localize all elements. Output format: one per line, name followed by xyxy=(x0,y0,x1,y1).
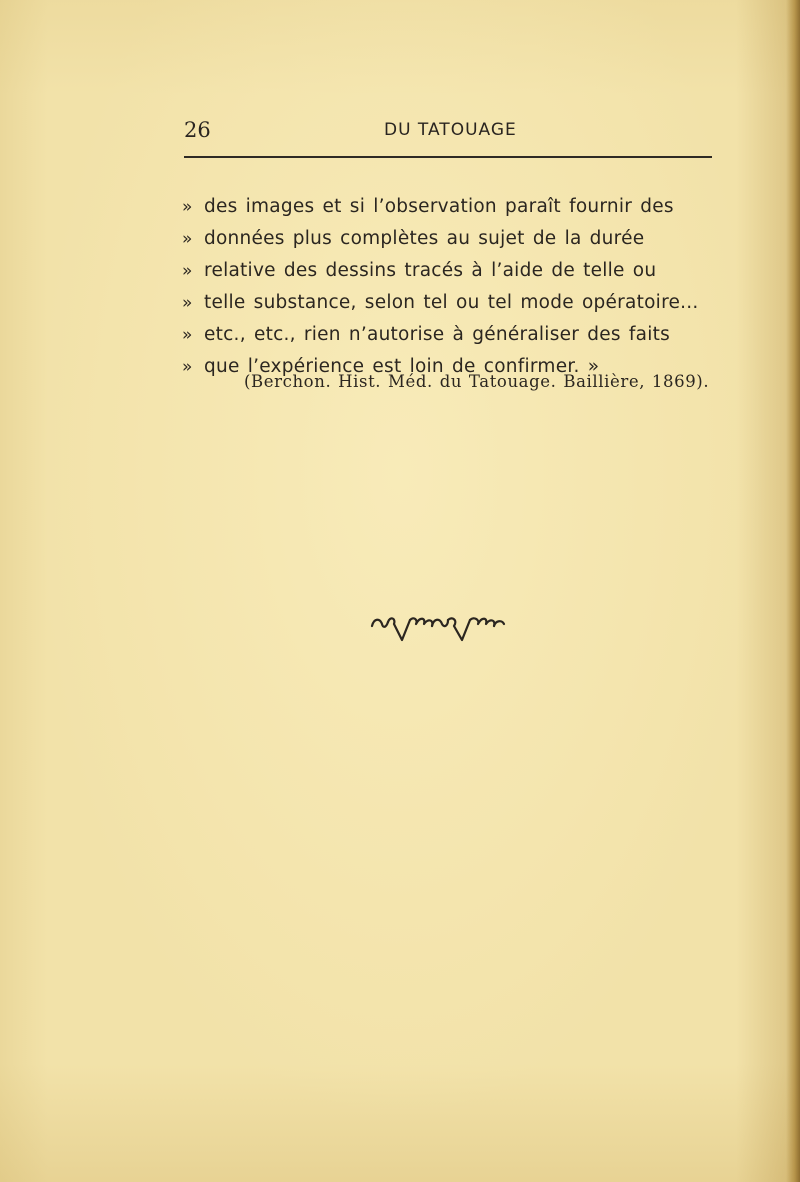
quote-line-text: relative des dessins tracés à l’aide de telle ou xyxy=(204,260,657,281)
page-number: 26 xyxy=(184,118,211,142)
running-title: DU TATOUAGE xyxy=(384,120,517,140)
quote-line-text: etc., etc., rien n’autorise à généraliser des faits xyxy=(204,324,670,345)
guillemet-mark: » xyxy=(182,229,193,249)
guillemet-mark: » xyxy=(182,293,193,313)
page-edge-shadow xyxy=(786,0,800,1182)
quote-line-text: telle substance, selon tel ou tel mode opératoire... xyxy=(204,292,699,313)
guillemet-mark: » xyxy=(182,357,193,377)
citation: (Berchon. Hist. Méd. du Tatouage. Baillière, 1869). xyxy=(244,372,710,391)
guillemet-mark: » xyxy=(182,325,193,345)
quote-line xyxy=(182,191,722,223)
page-header xyxy=(184,118,712,148)
quote-line-text: des images et si l’observation paraît fournir des xyxy=(204,196,674,217)
fleuron-ornament-icon xyxy=(368,612,510,646)
quote-line-text: que l’expérience est loin de confirmer. » xyxy=(204,356,600,377)
header-rule xyxy=(184,156,712,158)
quote-line xyxy=(182,319,722,351)
quote-line xyxy=(182,223,722,255)
guillemet-mark: » xyxy=(182,197,193,217)
quote-line-text: données plus complètes au sujet de la durée xyxy=(204,228,645,249)
guillemet-mark: » xyxy=(182,261,193,281)
quote-line xyxy=(182,255,722,287)
quote-line xyxy=(182,287,722,319)
quotation-block xyxy=(182,191,722,383)
